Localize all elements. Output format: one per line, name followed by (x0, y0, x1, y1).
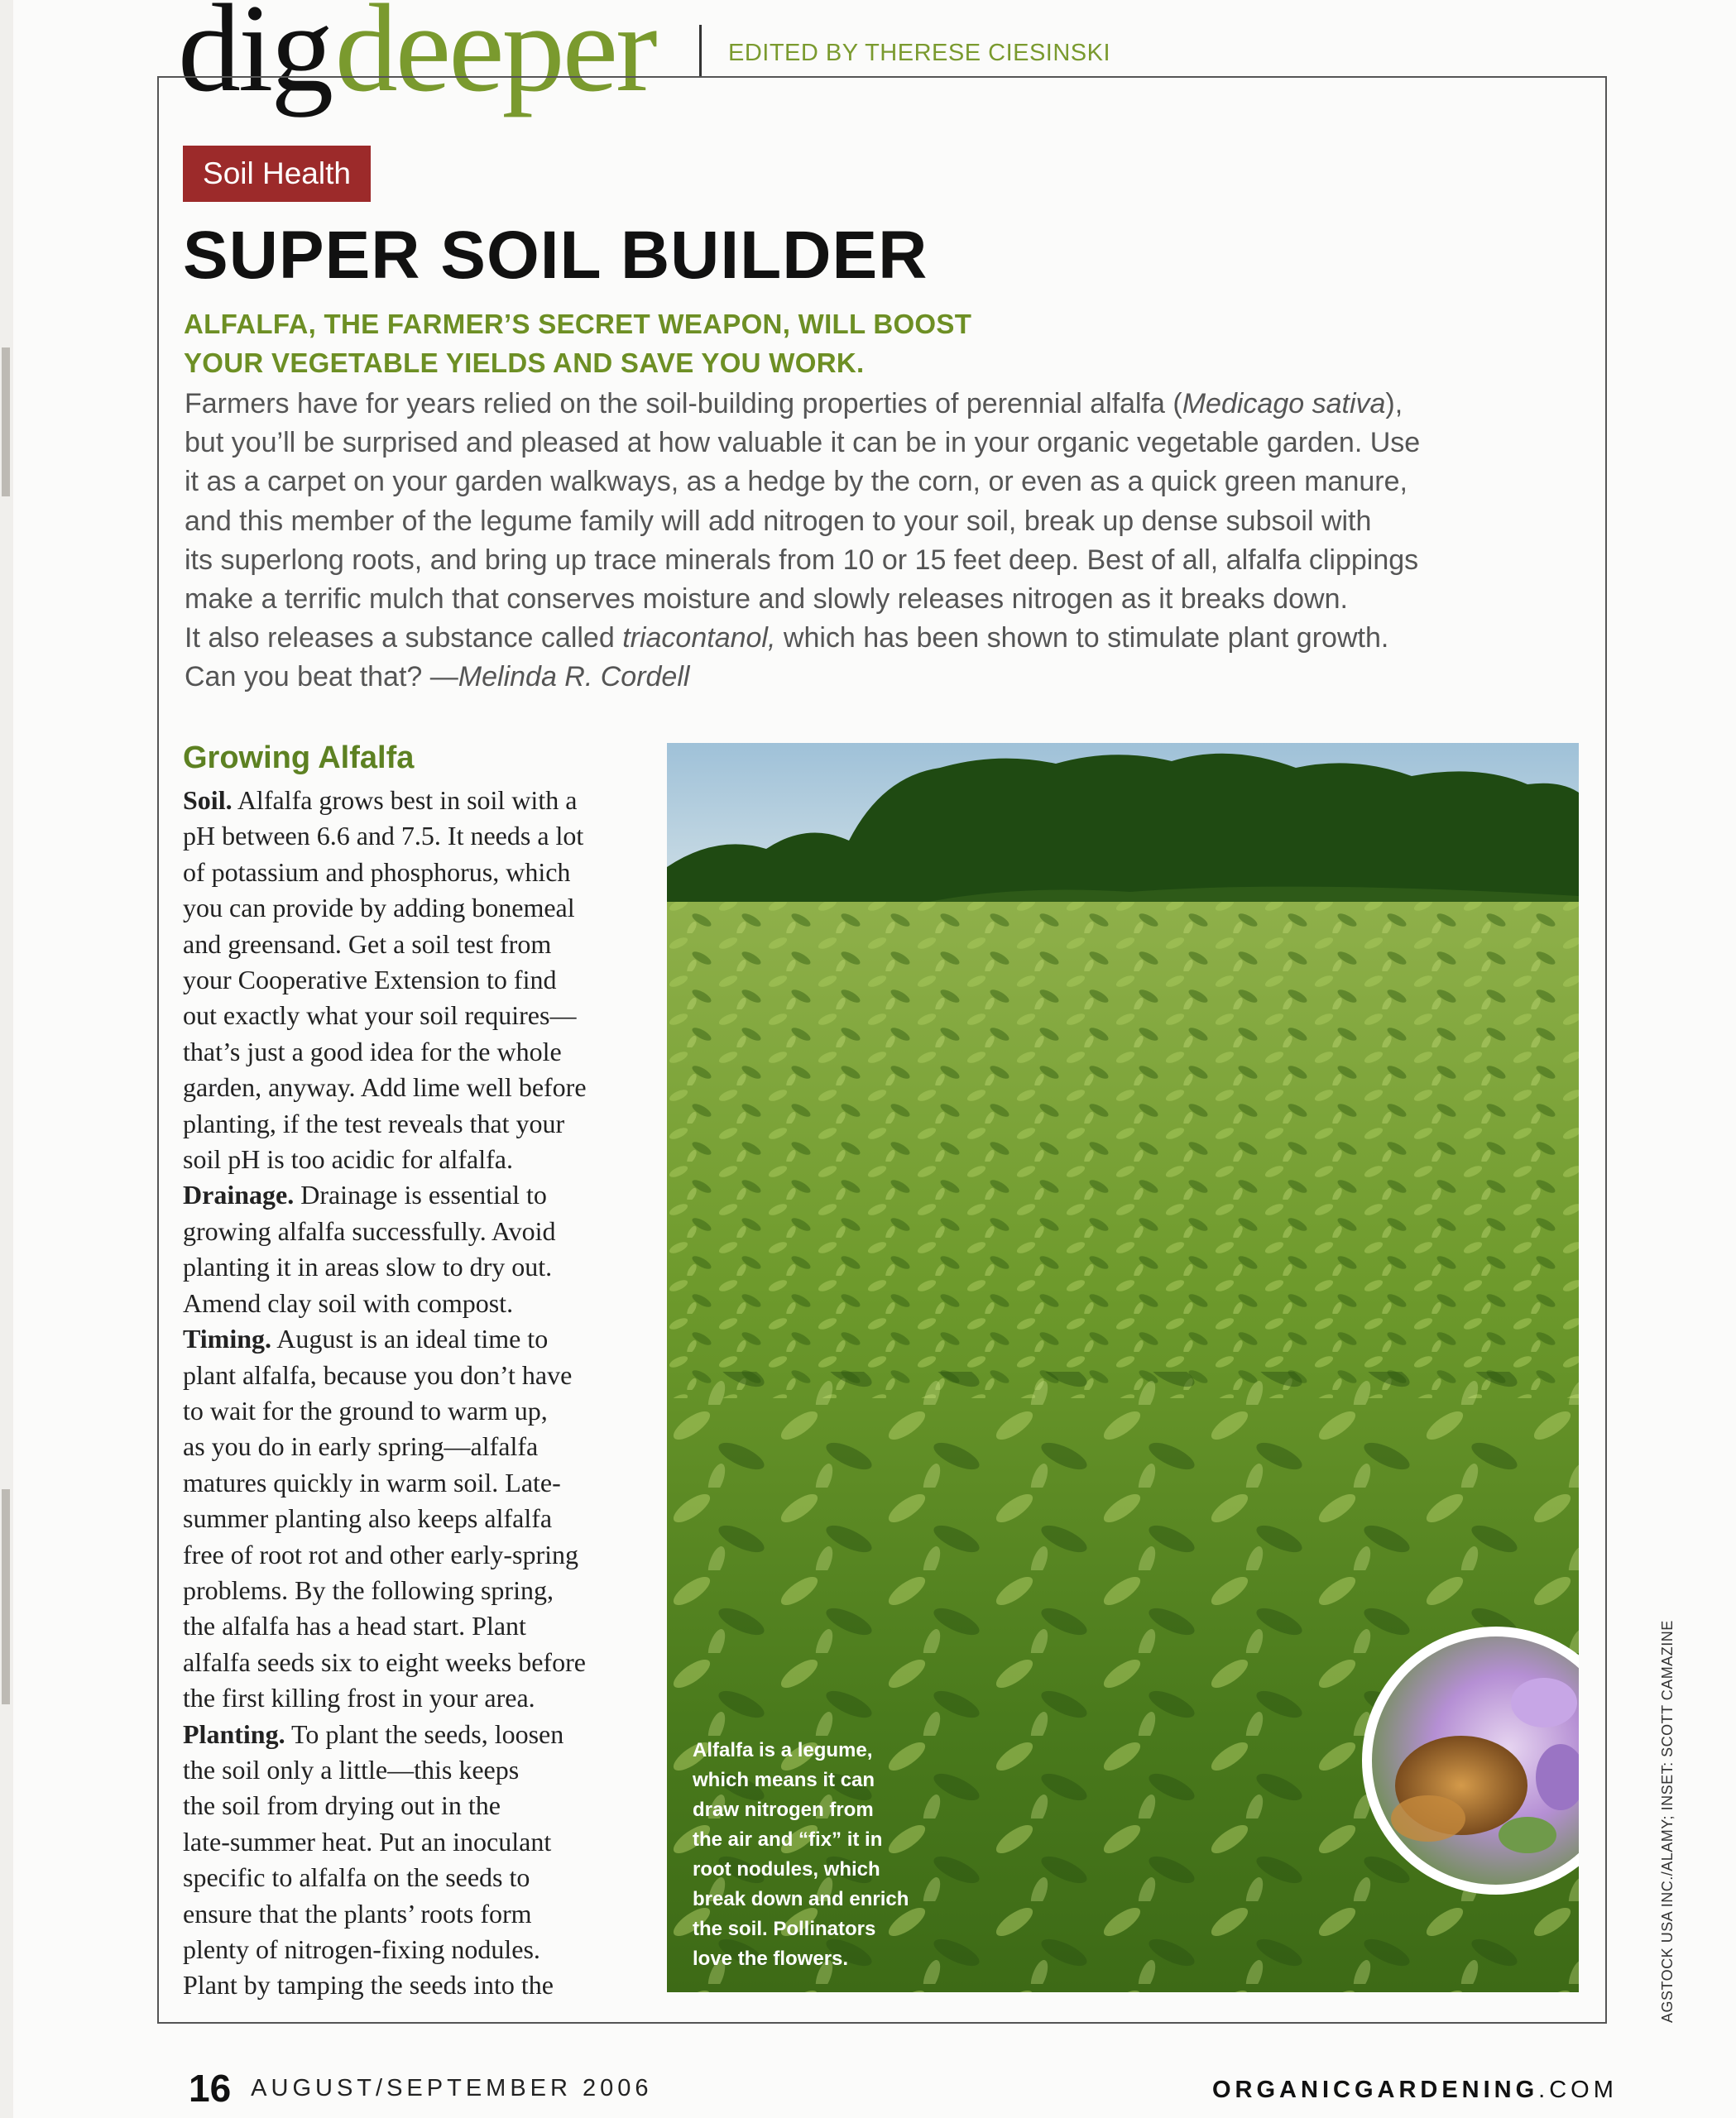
body-line (183, 962, 646, 998)
body-line (183, 1608, 646, 1644)
intro-italic: Medicago sativa (1182, 388, 1386, 419)
body-line (183, 1896, 646, 1932)
intro-text: Farmers have for years relied on the soil-building properties of perennial alfalfa ( (185, 388, 1182, 419)
website-link[interactable] (1212, 2077, 1618, 2104)
masthead-deeper: deeper (334, 0, 655, 117)
photo-credit: AGSTOCK USA INC./ALAMY; INSET: SCOTT CAMAZINE (1659, 1620, 1676, 2023)
intro-paragraph (185, 385, 1591, 697)
photo-caption (693, 1736, 966, 1974)
body-line (183, 1860, 646, 1895)
masthead-divider (699, 25, 702, 76)
website-name: ORGANICGARDENING (1212, 2077, 1539, 2103)
body-text: August is an ideal time to (271, 1324, 549, 1354)
body-text: garden, anyway. Add lime well before (183, 1072, 587, 1103)
column-heading: Growing Alfalfa (183, 740, 415, 775)
deck-line: ALFALFA, THE FARMER’S SECRET WEAPON, WILL BOOST (184, 309, 972, 339)
body-line (183, 1142, 646, 1177)
body-text: free of root rot and other early-spring (183, 1539, 579, 1569)
intro-italic: Melinda R. Cordell (458, 661, 690, 693)
intro-text: Can you beat that? — (185, 661, 458, 693)
body-line (183, 927, 646, 962)
article-deck (184, 304, 1177, 382)
body-text: Plant by tamping the seeds into the (183, 1970, 554, 2001)
body-column (183, 783, 646, 2004)
intro-line (185, 541, 1591, 580)
body-line (183, 1501, 646, 1536)
intro-italic: triacontanol, (622, 622, 776, 654)
body-line (183, 1573, 646, 1608)
website-tld: .COM (1538, 2077, 1618, 2103)
body-line (183, 1537, 646, 1573)
body-text: specific to alfalfa on the seeds to (183, 1862, 530, 1893)
issue-date: AUGUST/SEPTEMBER 2006 (251, 2074, 653, 2101)
body-text: soil pH is too acidic for alfalfa. (183, 1144, 513, 1175)
body-text: Drainage is essential to (294, 1180, 547, 1210)
body-text: the soil from drying out in the (183, 1790, 501, 1821)
caption-line: the air and “fix” it in (693, 1828, 883, 1851)
body-text: and greensand. Get a soil test from (183, 928, 552, 959)
article-title: SUPER SOIL BUILDER (183, 218, 928, 293)
body-text: Alfalfa grows best in soil with a (232, 785, 578, 815)
body-line (183, 1249, 646, 1285)
body-line (183, 1645, 646, 1680)
body-text: pH between 6.6 and 7.5. It needs a lot (183, 821, 584, 851)
editor-credit: EDITED BY THERESE CIESINSKI (728, 40, 1111, 66)
masthead-dig: dig (178, 0, 332, 117)
body-text: planting, if the test reveals that your (183, 1108, 565, 1138)
body-text: of potassium and phosphorus, which (183, 856, 571, 887)
section-tag: Soil Health (183, 146, 371, 202)
body-text: late-summer heat. Put an inoculant (183, 1826, 552, 1857)
caption-line: Alfalfa is a legume, (693, 1739, 873, 1761)
body-line (183, 998, 646, 1033)
body-line (183, 1358, 646, 1393)
body-text: as you do in early spring—alfalfa (183, 1431, 539, 1462)
body-line (183, 1321, 646, 1357)
body-text: summer planting also keeps alfalfa (183, 1503, 553, 1534)
intro-text: make a terrific mulch that conserves moisture and slowly releases nitrogen as it breaks down. (185, 583, 1348, 616)
intro-line (185, 658, 1591, 697)
body-line (183, 855, 646, 890)
body-text: matures quickly in warm soil. Late- (183, 1467, 561, 1497)
body-text: planting it in areas slow to dry out. (183, 1252, 553, 1282)
body-text: problems. By the following spring, (183, 1574, 554, 1605)
run-in-heading: Planting. (183, 1718, 285, 1749)
body-line (183, 1393, 646, 1429)
body-line (183, 1177, 646, 1213)
body-line (183, 783, 646, 818)
body-text: To plant the seeds, loosen (285, 1718, 564, 1749)
body-text: that’s just a good idea for the whole (183, 1036, 562, 1066)
body-text: growing alfalfa successfully. Avoid (183, 1215, 556, 1246)
body-line (183, 1788, 646, 1823)
body-line (183, 1034, 646, 1070)
body-text: plenty of nitrogen-fixing nodules. (183, 1934, 540, 1964)
intro-line (185, 502, 1591, 541)
body-text: out exactly what your soil requires— (183, 1000, 577, 1031)
intro-line (185, 619, 1591, 658)
body-line (183, 1717, 646, 1752)
body-line (183, 1070, 646, 1105)
run-in-heading: Drainage. (183, 1180, 295, 1210)
body-text: ensure that the plants’ roots form (183, 1898, 532, 1929)
body-line (183, 1752, 646, 1788)
body-line (183, 1286, 646, 1321)
intro-line (185, 385, 1591, 424)
deck-line: YOUR VEGETABLE YIELDS AND SAVE YOU WORK. (184, 347, 865, 378)
body-line (183, 1106, 646, 1142)
run-in-heading: Timing. (183, 1324, 271, 1354)
body-line (183, 1932, 646, 1967)
caption-line: break down and enrich (693, 1888, 909, 1910)
intro-text: ), (1385, 388, 1403, 419)
intro-text: It also releases a substance called (185, 622, 623, 654)
body-line (183, 818, 646, 854)
body-text: alfalfa seeds six to eight weeks before (183, 1646, 586, 1677)
intro-line (185, 462, 1591, 501)
page-number: 16 (189, 2067, 232, 2110)
caption-line: love the flowers. (693, 1948, 849, 1970)
caption-line: root nodules, which (693, 1858, 880, 1881)
body-text: Amend clay soil with compost. (183, 1287, 514, 1318)
caption-line: draw nitrogen from (693, 1799, 874, 1821)
intro-text: but you’ll be surprised and pleased at how valuable it can be in your organic vegetable garden. Use (185, 427, 1421, 459)
body-text: your Cooperative Extension to find (183, 965, 557, 995)
body-line (183, 1967, 646, 2003)
body-text: plant alfalfa, because you don’t have (183, 1359, 573, 1390)
body-line (183, 1680, 646, 1716)
caption-line: which means it can (693, 1769, 875, 1791)
intro-line (185, 580, 1591, 619)
body-line (183, 1214, 646, 1249)
intro-text: and this member of the legume family will add nitrogen to your soil, break up dense subsoil with (185, 505, 1372, 537)
folio (189, 2066, 653, 2111)
body-text: you can provide by adding bonemeal (183, 893, 575, 923)
intro-text: its superlong roots, and bring up trace minerals from 10 or 15 feet deep. Best of all, alfalfa clippings (185, 544, 1419, 576)
intro-text: it as a carpet on your garden walkways, as a hedge by the corn, or even as a quick green manure, (185, 466, 1408, 498)
body-text: the alfalfa has a head start. Plant (183, 1611, 526, 1641)
body-text: the first killing frost in your area. (183, 1683, 535, 1713)
caption-line: the soil. Pollinators (693, 1918, 876, 1940)
body-text: to wait for the ground to warm up, (183, 1395, 548, 1426)
body-line (183, 1824, 646, 1860)
intro-text: which has been shown to stimulate plant growth. (775, 622, 1389, 654)
body-text: the soil only a little—this keeps (183, 1754, 520, 1785)
intro-line (185, 424, 1591, 462)
body-line (183, 1465, 646, 1501)
body-line (183, 1429, 646, 1464)
body-line (183, 890, 646, 926)
run-in-heading: Soil. (183, 785, 233, 815)
page-gutter-edge (0, 0, 13, 2118)
